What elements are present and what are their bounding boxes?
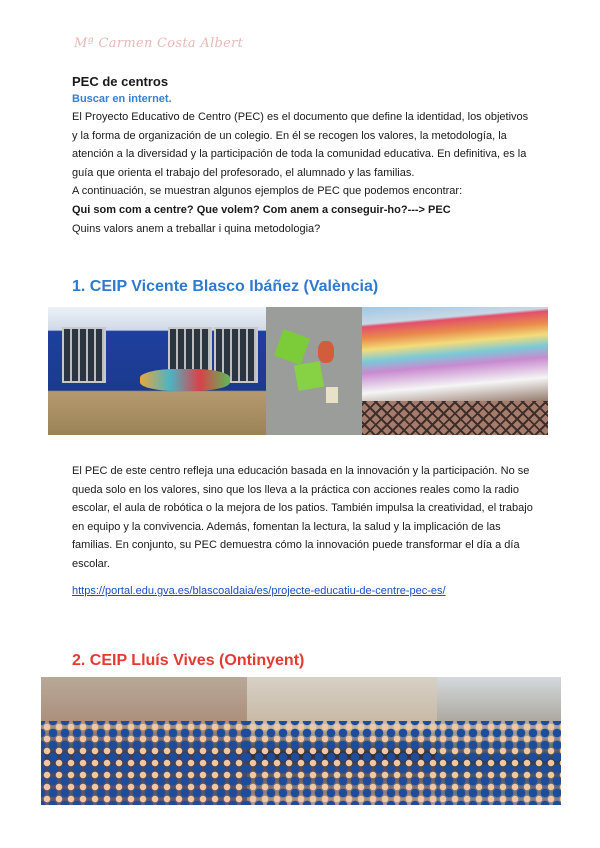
section1-title: 1. CEIP Vicente Blasco Ibáñez (València) [72,278,379,295]
students-event-photo [437,677,561,805]
section1-link[interactable]: https://portal.edu.gva.es/blascoaldaia/es/projecte-educatiu-de-centre-pec-es/ [72,585,446,597]
intro-title: PEC de centros [72,74,169,89]
section1-photos [48,307,548,435]
section1-paragraph: El PEC de este centro refleja una educación basada en la innovación y la participación. No se queda solo en los valores, sino que los lleva a la práctica con acciones reales como la radio escolar, el aula de robótica o la mejora de los patios. También impulsa la creatividad, el trabajo en equipo y la convivencia. Además, fomentan la lectura, la salud y la implicación de las familias. En conjunto, su PEC demuestra cómo la innovación puede transformar el día a día escolar. [72,465,533,570]
question-line: Quins valors anem a treballar i quina metodologia? [72,222,321,235]
students-stairs-photo [41,677,247,805]
intro-paragraph: El Proyecto Educativo de Centro (PEC) es el documento que define la identidad, los objetivos y la forma de organización de un colegio. En él se recogen los valores, la metodología, la atención a la diversidad y la participación de toda la comunidad educativa. En definitiva, es la guía que orienta el trabajo del profesorado, el alumnado y las familias. [72,111,529,179]
students-group-photo [247,677,437,805]
examples-line: A continuación, se muestran algunos ejemplos de PEC que podemos encontrar: [72,185,463,198]
author-signature: Mª Carmen Costa Albert [74,36,244,51]
section2-title: 2. CEIP Lluís Vives (Ontinyent) [72,652,305,669]
tangram-play-photo [266,307,362,435]
painted-playground-photo [362,307,548,435]
intro-block [72,74,532,238]
intro-subtitle: Buscar en internet. [72,93,172,105]
school-facade-photo [48,307,266,435]
bold-question: Qui som com a centre? Que volem? Com anem a conseguir-ho?---> PEC [72,203,451,216]
section2-photos [41,677,561,805]
